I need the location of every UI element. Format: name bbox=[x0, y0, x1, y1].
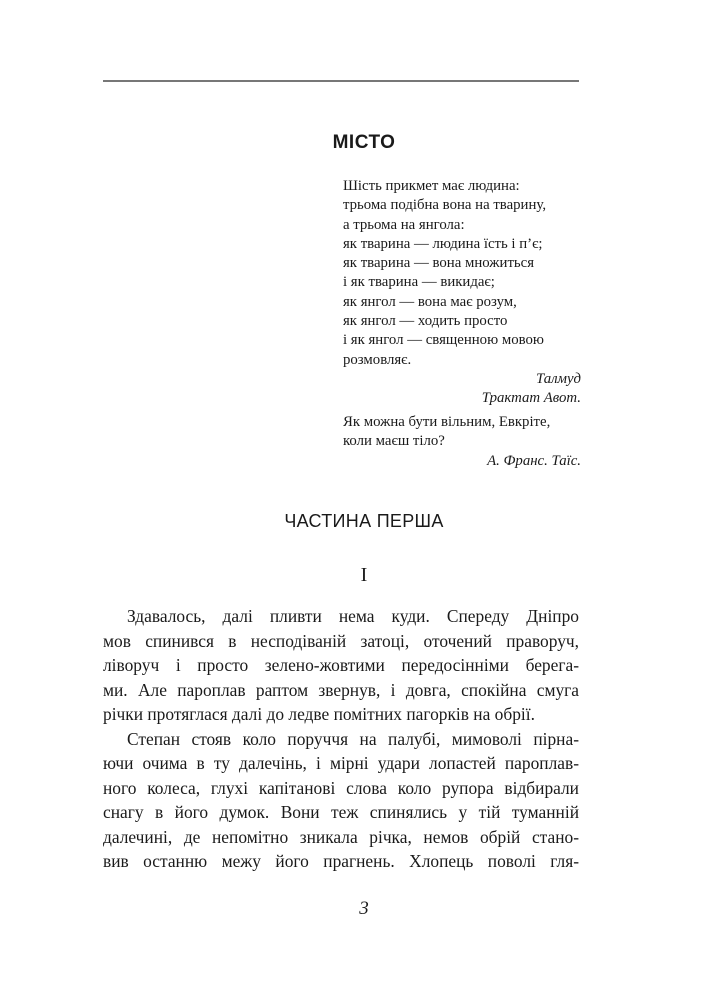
epigraph-line: і як янгол — священною мовою bbox=[343, 332, 544, 349]
epigraph-line: Як можна бути вільним, Евкріте, bbox=[343, 414, 551, 430]
epigraph-line: Шість прикмет має людина: bbox=[343, 178, 520, 194]
text-line: далечині, де непомітно зникала річка, немов обрій стано- bbox=[103, 826, 579, 847]
epigraph-line: як тварина — вона множиться bbox=[343, 255, 535, 272]
text-line: ного колеса, глухі капітанові слова коло рупора відбирали bbox=[103, 777, 579, 798]
epigraph-line: як тварина — людина їсть і п’є; bbox=[343, 235, 543, 252]
text-line: вив останню межу його прагнень. Хлопець поволі гля- bbox=[103, 851, 579, 871]
chapter-number: I bbox=[360, 564, 368, 586]
header-rule bbox=[103, 80, 579, 82]
epigraph-france bbox=[343, 413, 581, 471]
text-line: снагу в його думок. Вони теж спинялись у тій туманній bbox=[103, 802, 579, 822]
text-line: ючи очима в ту далечінь, і мірні удари лопастей пароплав- bbox=[103, 753, 579, 773]
epigraph-source: Трактат Авот. bbox=[481, 390, 581, 407]
epigraph-line: а трьома на янгола: bbox=[343, 216, 465, 233]
body-text bbox=[103, 604, 579, 874]
epigraph-talmud bbox=[343, 177, 581, 409]
part-heading: ЧАСТИНА ПЕРША bbox=[284, 511, 444, 531]
epigraph-line: як янгол — ходить просто bbox=[343, 313, 508, 330]
page-title: МІСТО bbox=[332, 132, 396, 153]
text-line: ліворуч і просто зелено-жовтими передосінніми берега- bbox=[103, 655, 579, 675]
epigraph-line: розмовляє. bbox=[343, 351, 412, 368]
text-line: річки протяглася далі до ледве помітних пагорків на обрії. bbox=[103, 704, 535, 724]
text-line: ми. Але пароплав раптом звернув, і довга, спокійна смуга bbox=[103, 679, 579, 700]
epigraph-line: і як тварина — викидає; bbox=[343, 274, 495, 291]
text-line: Здавалось, далі пливти нема куди. Спереду Дніпро bbox=[127, 606, 579, 626]
page-number: 3 bbox=[359, 898, 369, 919]
epigraph-source: Талмуд bbox=[536, 370, 581, 387]
epigraph-source: А. Франс. Таїс. bbox=[487, 452, 581, 469]
epigraph-line: як янгол — вона має розум, bbox=[343, 293, 517, 310]
text-line: Степан стояв коло поруччя на палубі, мимоволі пірна- bbox=[127, 728, 579, 749]
epigraph-line: коли маєш тіло? bbox=[343, 433, 445, 450]
epigraph-line: трьома подібна вона на тварину, bbox=[343, 197, 547, 214]
text-line: мов спинився в несподіваній затоці, оточений праворуч, bbox=[103, 630, 579, 651]
